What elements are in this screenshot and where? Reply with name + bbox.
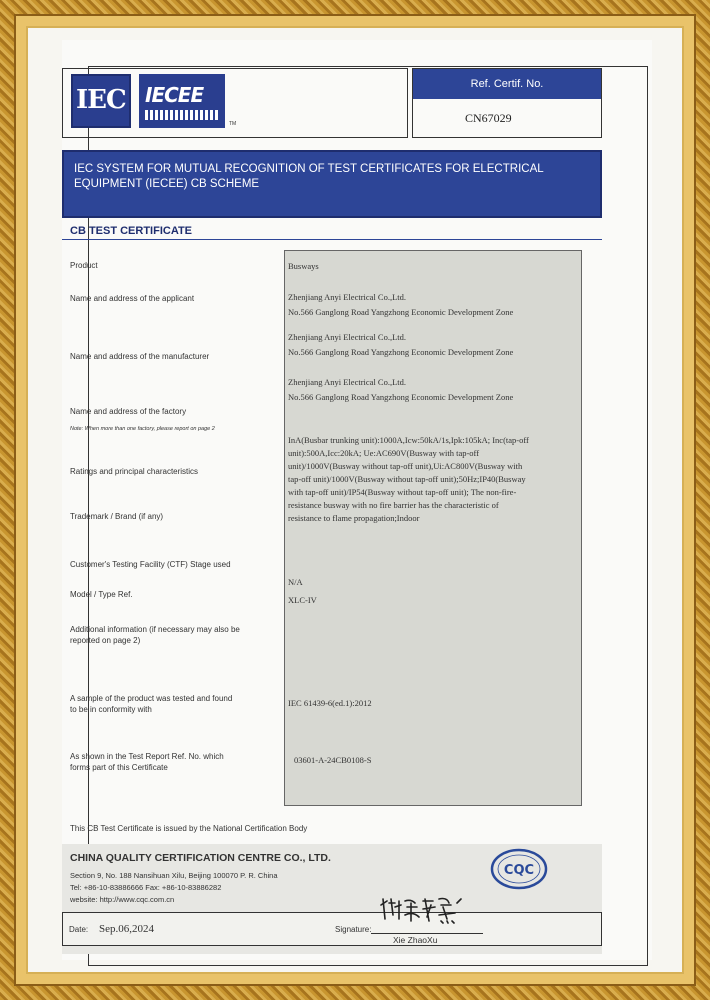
label-additional-line1: Additional information (if necessary may also be (70, 625, 240, 634)
label-product: Product (70, 261, 98, 270)
value-factory-name: Zhenjiang Anyi Electrical Co.,Ltd. (288, 377, 407, 387)
value-factory-address: No.566 Ganglong Road Yangzhong Economic Development Zone (288, 392, 514, 402)
ref-number: CN67029 (465, 111, 512, 125)
iecee-logo: IECEE (139, 74, 225, 128)
value-ctf: N/A (288, 577, 303, 587)
issuer-website: website: http://www.cqc.com.cn (70, 895, 175, 904)
issuer-address: Section 9, No. 188 Nansihuan Xilu, Beijing 100070 P. R. China (70, 871, 278, 880)
value-report-number: 03601-A-24CB0108-S (294, 755, 372, 765)
issued-by-statement: This CB Test Certificate is issued by the National Certification Body (70, 824, 308, 833)
issuer-name: CHINA QUALITY CERTIFICATION CENTRE CO., LTD. (70, 852, 331, 864)
value-standard: IEC 61439-6(ed.1):2012 (288, 698, 372, 708)
label-report-line1: As shown in the Test Report Ref. No. which (70, 752, 224, 761)
value-applicant-address: No.566 Ganglong Road Yangzhong Economic Development Zone (288, 307, 514, 317)
label-sample-line2: to be in conformity with (70, 705, 152, 714)
value-ratings (288, 434, 576, 525)
iec-logo: IEC (71, 74, 131, 128)
svg-text:CQC: CQC (503, 863, 535, 878)
scheme-banner (62, 150, 602, 218)
certificate-title: CB TEST CERTIFICATE (70, 225, 193, 237)
scheme-title: IEC SYSTEM FOR MUTUAL RECOGNITION OF TEST CERTIFICATES FOR ELECTRICAL EQUIPMENT (IECEE) CB SCHEME (74, 163, 544, 190)
ratings-line: resistance busway with no fire barrier has the characteristic of (288, 500, 499, 510)
document-content (32, 38, 632, 968)
label-ctf: Customer's Testing Facility (CTF) Stage used (70, 560, 231, 569)
ref-title: Ref. Certif. No. (413, 69, 601, 99)
label-manufacturer: Name and address of the manufacturer (70, 352, 210, 361)
signatory-name: Xie ZhaoXu (393, 935, 438, 945)
title-rule (62, 239, 602, 240)
date-value: Sep.06,2024 (99, 923, 154, 935)
logo-box (62, 68, 408, 138)
label-applicant: Name and address of the applicant (70, 294, 195, 303)
factory-note: Note: When more than one factory, please report on page 2 (70, 426, 215, 432)
label-factory: Name and address of the factory (70, 407, 187, 416)
date-signature-box (62, 912, 602, 946)
ratings-line: InA(Busbar trunking unit):1000A,Icw:50kA/1s,Ipk:105kA; Inc(tap-off (288, 435, 529, 445)
value-product: Busways (288, 261, 319, 271)
ratings-line: unit)/1000V(Busway without tap-off unit),Ui:AC800V(Busway with (288, 461, 523, 471)
value-model: XLC-IV (288, 595, 317, 605)
label-additional-line2: reported on page 2) (70, 636, 141, 645)
label-report-line2: forms part of this Certificate (70, 763, 168, 772)
ratings-line: unit):500A,Icc:20kA; Ue:AC690V(Busway with tap-off (288, 448, 480, 458)
label-ratings: Ratings and principal characteristics (70, 467, 199, 476)
signature-line (371, 933, 483, 934)
ratings-line: with tap-off unit)/IP54(Busway without tap-off unit); The non-fire- (288, 487, 517, 497)
cqc-logo-icon (490, 848, 548, 890)
label-trademark: Trademark / Brand (if any) (70, 512, 164, 521)
value-manufacturer-name: Zhenjiang Anyi Electrical Co.,Ltd. (288, 332, 407, 342)
ref-certificate-box (412, 68, 602, 138)
handwritten-signature (377, 893, 467, 927)
issuer-phone: Tel: +86-10-83886666 Fax: +86-10-83886282 (70, 883, 222, 892)
value-applicant-name: Zhenjiang Anyi Electrical Co.,Ltd. (288, 292, 407, 302)
date-label: Date: (69, 925, 89, 934)
trademark-sign: TM (229, 121, 237, 127)
label-sample-line1: A sample of the product was tested and found (70, 694, 233, 703)
issuer-band (62, 844, 602, 954)
signature-label: Signature: (335, 925, 372, 934)
ratings-line: resistance to flame propagation;Indoor (288, 513, 420, 523)
ratings-line: tap-off unit)/1000V(Busway without tap-off unit);50Hz;IP40(Busway (288, 474, 526, 484)
value-manufacturer-address: No.566 Ganglong Road Yangzhong Economic Development Zone (288, 347, 514, 357)
label-model: Model / Type Ref. (70, 590, 133, 599)
